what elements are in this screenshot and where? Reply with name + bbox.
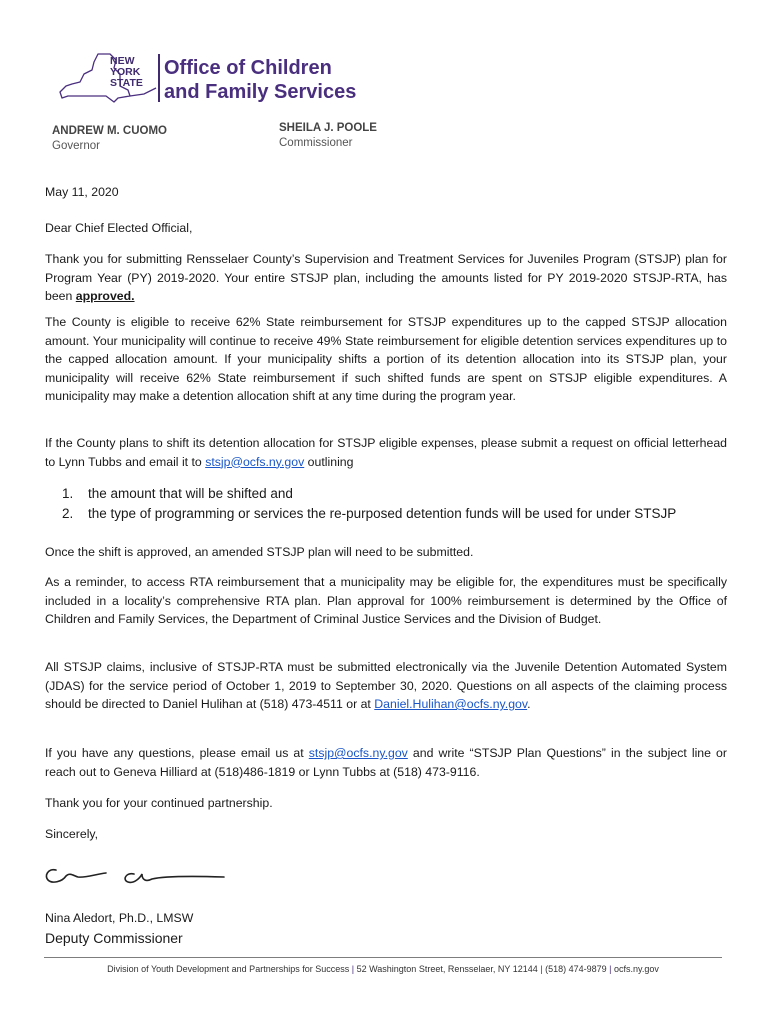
footer-phone: (518) 474-9879 [545, 964, 607, 974]
list-item: 1. the amount that will be shifted and [62, 486, 293, 501]
paragraph-shift-request: If the County plans to shift its detention allocation for STSJP eligible expenses, please submit a request on official letterhead to Lynn Tubbs and email it to stsjp@ocfs.ny.gov outlining [45, 436, 727, 469]
footer-address: 52 Washington Street, Rensselaer, NY 12144 [356, 964, 538, 974]
governor-name: ANDREW M. CUOMO [52, 125, 167, 137]
list-item: 2. the type of programming or services the re-purposed detention funds will be used for under STSJP [62, 506, 677, 521]
paragraph-reimbursement: The County is eligible to receive 62% State reimbursement for STSJP expenditures up to the capped STSJP allocation amount. Your municipality will continue to receive 49% State reimbursement for eligible detention services expenditures up to the capped allocation amount. If your municipality shifts a portion of its detention allocation into its STSJP plan, your municipality will receive 62% State reimbursement if such shifted funds are spent on STSJP eligible expenditures. A municipality may make a detention allocation shift at any time during the program year. [45, 315, 727, 403]
governor-block [52, 124, 167, 154]
paragraph-approval: Thank you for submitting Rensselaer County’s Supervision and Treatment Services for Juveniles Program (STSJP) plan for Program Year (PY) 2019-2020. Your entire STSJP plan, including the amounts listed for PY 2019-2020 STSJP-RTA, has been approved. [45, 252, 727, 303]
stsjp-questions-email-link[interactable]: stsjp@ocfs.ny.gov [308, 746, 408, 760]
logo-divider [158, 54, 160, 102]
footer-division: Division of Youth Development and Partnerships for Success [107, 964, 350, 974]
letter-date: May 11, 2020 [45, 185, 119, 199]
paragraph-claims: All STSJP claims, inclusive of STSJP-RTA must be submitted electronically via the Juvenile Detention Automated System (JDAS) for the service period of October 1, 2019 to September 30, 2020. Questions on all aspects of the claiming process should be directed to Daniel Hulihan at (518) 473-4511 or at Daniel.Hulihan@ocfs.ny.gov. [45, 660, 727, 711]
shift-details-list [62, 484, 726, 524]
paragraph-amended-plan: Once the shift is approved, an amended STSJP plan will need to be submitted. [45, 545, 474, 559]
hulihan-email-link[interactable]: Daniel.Hulihan@ocfs.ny.gov [374, 697, 528, 711]
commissioner-block [279, 121, 377, 151]
paragraph-rta-reminder: As a reminder, to access RTA reimbursement that a municipality may be eligible for, the expenditures must be specifically included in a locality’s comprehensive RTA plan. Plan approval for 100% reimbursement is determined by the Office of Children and Family Services, the Department of Criminal Justice Services and the Division of Budget. [45, 575, 727, 626]
footer: Division of Youth Development and Partnerships for Success | 52 Washington Street, Rensselaer, NY 12144 | (518) 474-9879 | ocfs.ny.gov [107, 964, 659, 974]
agency-logo [58, 52, 358, 108]
signer-title: Deputy Commissioner [45, 930, 183, 946]
commissioner-name: SHEILA J. POOLE [279, 122, 377, 134]
paragraph-questions: If you have any questions, please email us at stsjp@ocfs.ny.gov and write “STSJP Plan Questions” in the subject line or reach out to Geneva Hilliard at (518)486-1819 or Lynn Tubbs at (518) 473-9116. [45, 746, 727, 779]
agency-name: Office of Children and Family Services [164, 57, 357, 103]
governor-title: Governor [52, 140, 100, 152]
footer-divider [44, 957, 722, 958]
salutation: Dear Chief Elected Official, [45, 221, 193, 235]
closing: Sincerely, [45, 827, 99, 841]
state-logo-text: NEW YORK STATE [110, 55, 143, 89]
signer-name: Nina Aledort, Ph.D., LMSW [45, 911, 194, 925]
approved-status: approved. [75, 289, 135, 303]
paragraph-thanks: Thank you for your continued partnership. [45, 796, 273, 810]
footer-website[interactable]: ocfs.ny.gov [614, 964, 659, 974]
commissioner-title: Commissioner [279, 137, 353, 149]
stsjp-email-link[interactable]: stsjp@ocfs.ny.gov [205, 454, 305, 469]
handwritten-signature [42, 862, 232, 890]
